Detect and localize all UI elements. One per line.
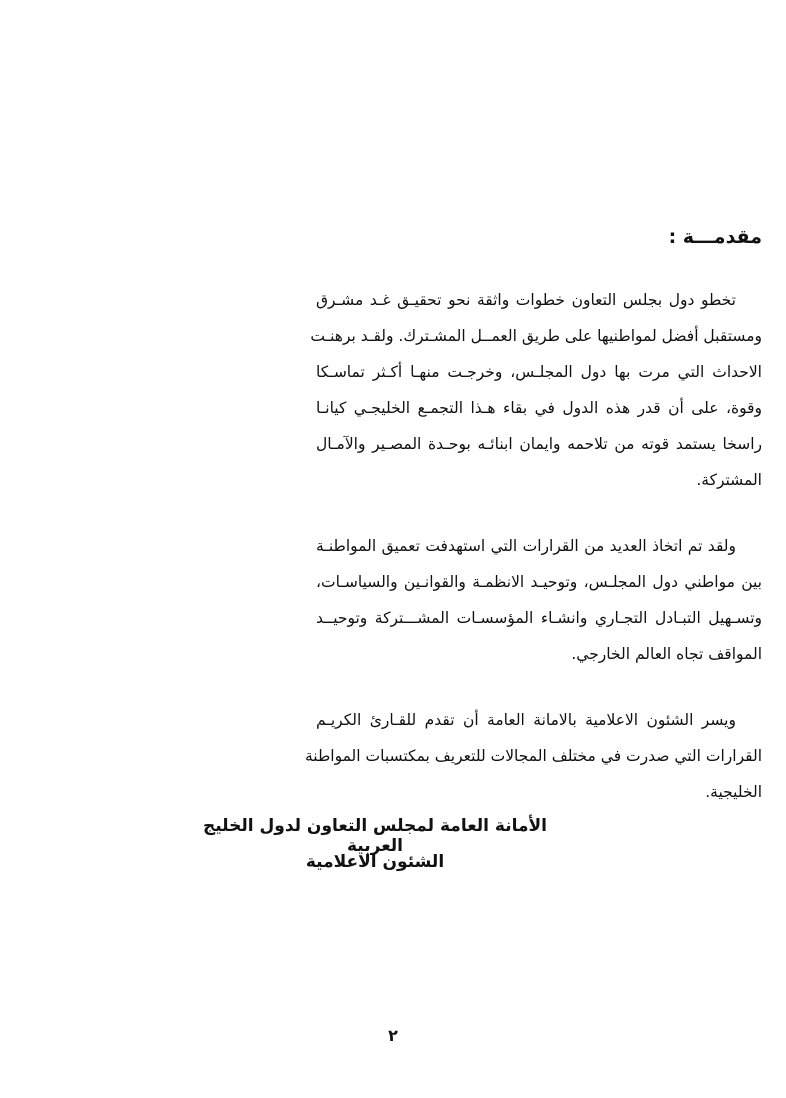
text-line: ويسر الشئون الاعلامية بالامانة العامة أن تقدم للقـارئ الكريـم [316, 711, 736, 729]
signature-organization: الأمانة العامة لمجلس التعاون لدول الخليج العربية [202, 816, 548, 856]
section-heading: مقدمـــة : [668, 226, 762, 248]
text-line: وقوة، على أن قدر هذه الدول في بقاء هـذا التجمـع الخليجـي كيانـا [316, 399, 762, 417]
paragraph-3 [304, 702, 762, 810]
paragraph-1 [310, 282, 762, 498]
text-line: راسخا يستمد قوته من تلاحمه وايمان ابنائـه بوحـدة المصـير والآمـال [316, 435, 762, 453]
text-line: المواقف تجاه العالم الخارجي. [571, 645, 762, 663]
text-line: ولقد تم اتخاذ العديد من القرارات التي استهدفت تعميق المواطنـة [316, 537, 736, 555]
text-line: ومستقبل أفضل لمواطنيها على طريق العمــل المشـترك. ولقـد برهنـت [310, 327, 762, 345]
text-line: بين مواطني دول المجلـس، وتوحيـد الانظمـة والقوانـين والسياسـات، [316, 573, 762, 591]
text-line: تخطو دول بجلس التعاون خطوات واثقة نحو تحقيـق غـد مشـرق [316, 291, 736, 309]
text-line: الخليجية. [705, 783, 762, 801]
page-number: ٢ [388, 1026, 398, 1045]
paragraph-2 [316, 528, 762, 672]
text-line: القرارات التي صدرت في مختلف المجالات للتعريف بمكتسبات المواطنة [304, 747, 762, 765]
signature-department: الشئون الاعلامية [305, 852, 445, 872]
text-line: الاحداث التي مرت بها دول المجلـس، وخرجـت منهـا أكـثر تماسـكا [316, 363, 762, 381]
text-line: المشتركة. [696, 471, 762, 489]
text-line: وتسـهيل التبـادل التجـاري وانشـاء المؤسسـات المشـــتركة وتوحيــد [316, 609, 762, 627]
